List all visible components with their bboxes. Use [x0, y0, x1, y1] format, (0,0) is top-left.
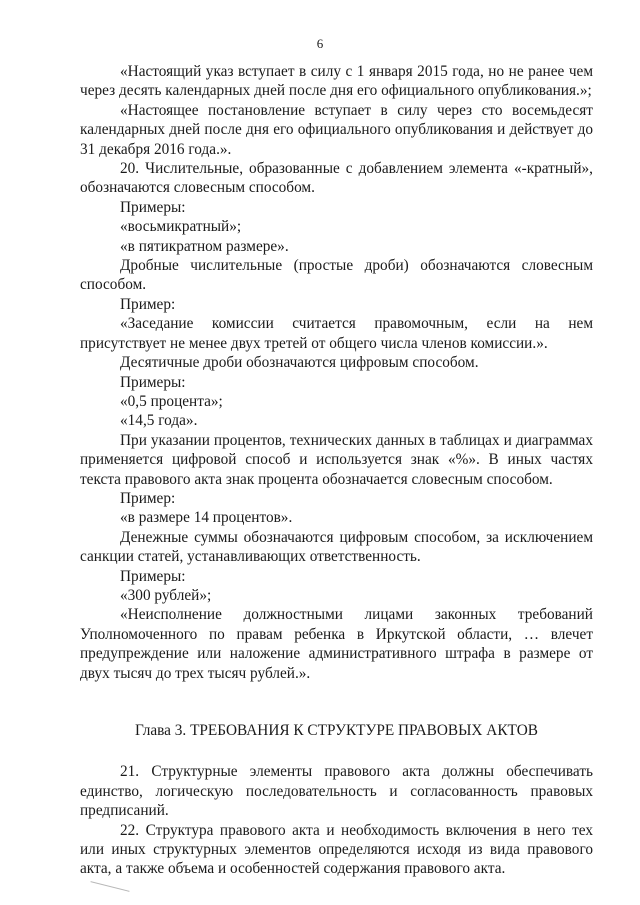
paragraph: «14,5 года». [120, 412, 198, 430]
paragraph: 22. Структура правового акта и необходимость включения в него тех или иных структурных элементов определяются исходя из вида правового акта, а также объема и особенностей содержания правового акта. [80, 821, 593, 878]
paragraph: «Настоящее постановление вступает в силу через сто восемьдесят календарных дней после дня его официального опубликования и действует до 31 декабря 2016 года.». [80, 101, 593, 158]
paragraph: Десятичные дроби обозначаются цифровым способом. [120, 354, 479, 372]
paragraph: «Заседание комиссии считается правомочным, если на нем присутствует не менее двух третей от общего числа членов комиссии.». [80, 315, 593, 352]
paragraph: «Настоящий указ вступает в силу с 1 января 2015 года, но не ранее чем через десять календарных дней после дня его официального опубликования.»; [80, 63, 593, 100]
paragraph: 20. Числительные, образованные с добавлением элемента «-кратный», обозначаются словесным способом. [80, 160, 593, 197]
paragraph: «Неисполнение должностными лицами законных требований Уполномоченного по правам ребенка в Иркутской области, … влечет предупреждение или наложение административного штрафа в размере от двух тысяч до трех тысяч рублей.». [80, 606, 593, 682]
paragraph: «0,5 процента»; [120, 392, 223, 410]
scan-artifact [90, 881, 129, 892]
paragraph: «в пятикратном размере». [120, 237, 289, 255]
paragraph: «300 рублей»; [120, 586, 212, 604]
paragraph: Пример: [120, 489, 176, 507]
paragraph: Дробные числительные (простые дроби) обозначаются словесным способом. [80, 257, 593, 294]
paragraph: Примеры: [120, 567, 186, 585]
paragraph: «в размере 14 процентов». [120, 509, 293, 527]
page-number: 6 [316, 36, 324, 51]
paragraph: Примеры: [120, 373, 186, 391]
paragraph: Примеры: [120, 198, 186, 216]
chapter-heading: Глава 3. ТРЕБОВАНИЯ К СТРУКТУРЕ ПРАВОВЫХ АКТОВ [135, 722, 538, 739]
paragraph: 21. Структурные элементы правового акта должны обеспечивать единство, логическую последовательность и согласованность правовых предписаний. [80, 763, 593, 820]
paragraph: Денежные суммы обозначаются цифровым способом, за исключением санкции статей, устанавливающих ответственность. [80, 528, 593, 566]
paragraph: Пример: [120, 295, 176, 313]
paragraph: При указании процентов, технических данных в таблицах и диаграммах применяется цифровой способ и используется знак «%». В иных частях текста правового акта знак процента обозначается словесным способом. [80, 431, 593, 488]
document-body [80, 62, 593, 879]
paragraph: «восьмикратный»; [120, 218, 242, 236]
